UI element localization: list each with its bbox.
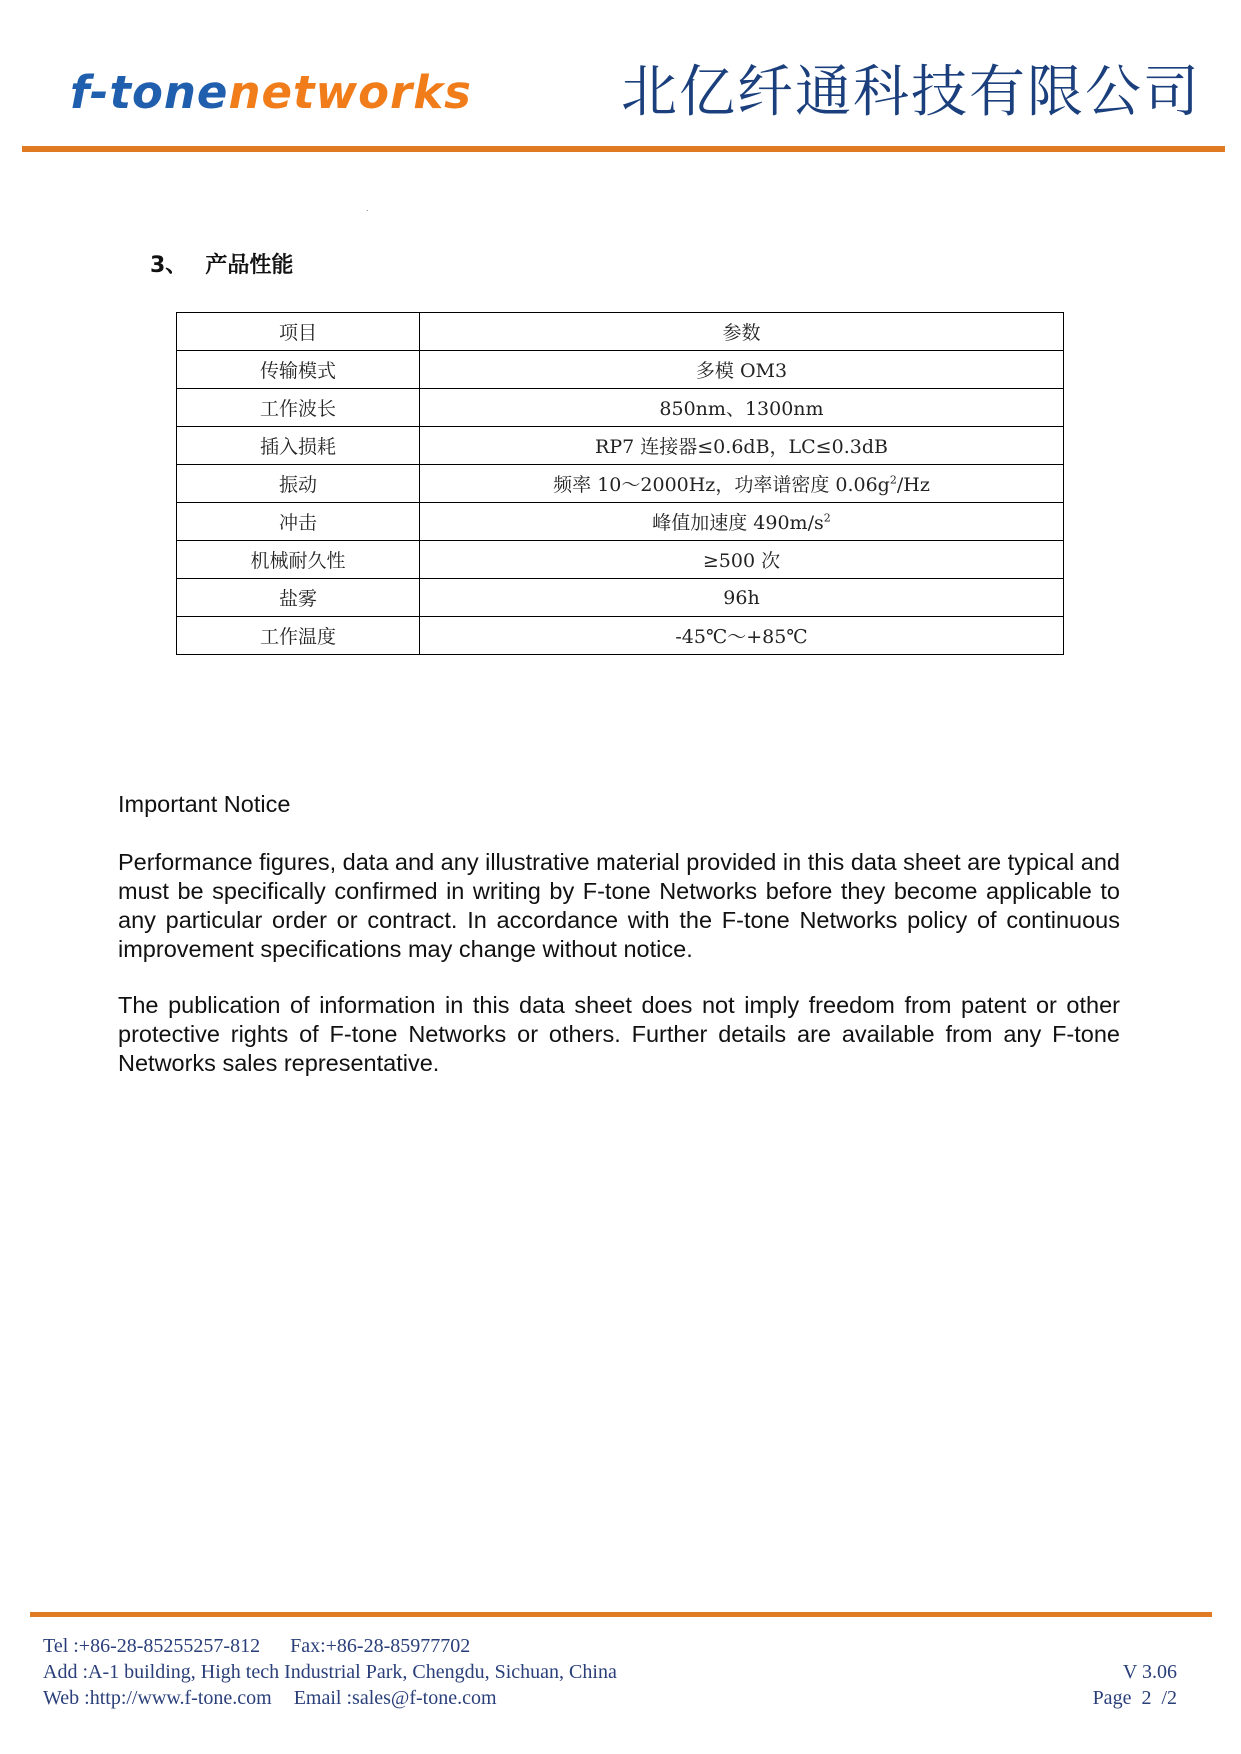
company-logo [70,68,472,118]
value-superscript: 2 [889,473,897,487]
footer-line-phone [43,1633,617,1659]
row-value: ≥500 次 [420,541,1064,579]
row-item: 振动 [177,465,420,503]
header-divider [22,146,1225,152]
value-suffix: /Hz [896,474,930,496]
section-heading [150,248,293,279]
row-item: 工作波长 [177,389,420,427]
row-item: 传输模式 [177,351,420,389]
company-name-cn: 北亿纤通科技有限公司 [621,60,1201,125]
footer-page-number: Page 2 /2 [1092,1687,1177,1709]
header-item: 项目 [177,313,420,351]
row-value: 850nm、1300nm [420,389,1064,427]
row-value: 多模 OM3 [420,351,1064,389]
table-row [177,389,1064,427]
value-superscript: 2 [823,511,831,525]
notice-paragraph-2: The publication of information in this data sheet does not imply freedom from patent or other protective rights of F-tone Networks or others. Further details are available from any F-tone Networks sales representative. [118,992,1120,1076]
value-text: 峰值加速度 490m/s [652,512,824,534]
row-value [420,503,1064,541]
footer-fax: Fax:+86-28-85977702 [290,1635,471,1657]
logo-text-networks: networks [228,66,472,119]
table-row [177,617,1064,655]
section-number: 3、 [150,253,188,278]
row-item: 冲击 [177,503,420,541]
footer-version: V 3.06 [1122,1661,1177,1683]
stray-mark: . [366,204,369,213]
header-parameter: 参数 [420,313,1064,351]
table-row [177,541,1064,579]
footer-tel: Tel :+86-28-85255257-812 [43,1635,261,1657]
row-item: 盐雾 [177,579,420,617]
footer-address: Add :A-1 building, High tech Industrial Park, Chengdu, Sichuan, China [43,1661,617,1683]
row-value: -45℃～+85℃ [420,617,1064,655]
table-row [177,427,1064,465]
notice-paragraph-1: Performance figures, data and any illustrative material provided in this data sheet are typical and must be specifically confirmed in writing by F-tone Networks before they become applicable to any particular order or contract. In accordance with the F-tone Networks policy of continuous improvement specifications may change without notice. [118,849,1120,962]
row-item: 机械耐久性 [177,541,420,579]
footer-email: Email :sales@f-tone.com [293,1687,497,1709]
value-text: 频率 10～2000Hz，功率谱密度 0.06g [553,474,890,496]
logo-text-ftone: f-tone [70,66,229,119]
table-row [177,465,1064,503]
row-item: 工作温度 [177,617,420,655]
table-header-row [177,313,1064,351]
row-value [420,465,1064,503]
row-value: 96h [420,579,1064,617]
row-value: RP7 连接器≤0.6dB，LC≤0.3dB [420,427,1064,465]
table-row [177,579,1064,617]
notice-title: Important Notice [118,791,291,817]
footer-web: Web :http://www.f-tone.com [43,1687,272,1709]
footer-meta [1093,1659,1177,1711]
table-row [177,351,1064,389]
performance-table [176,312,1064,655]
section-title: 产品性能 [205,253,294,278]
table-row [177,503,1064,541]
footer-line-web [43,1685,617,1711]
footer-divider [30,1612,1212,1617]
row-item: 插入损耗 [177,427,420,465]
footer-contact [43,1633,617,1711]
